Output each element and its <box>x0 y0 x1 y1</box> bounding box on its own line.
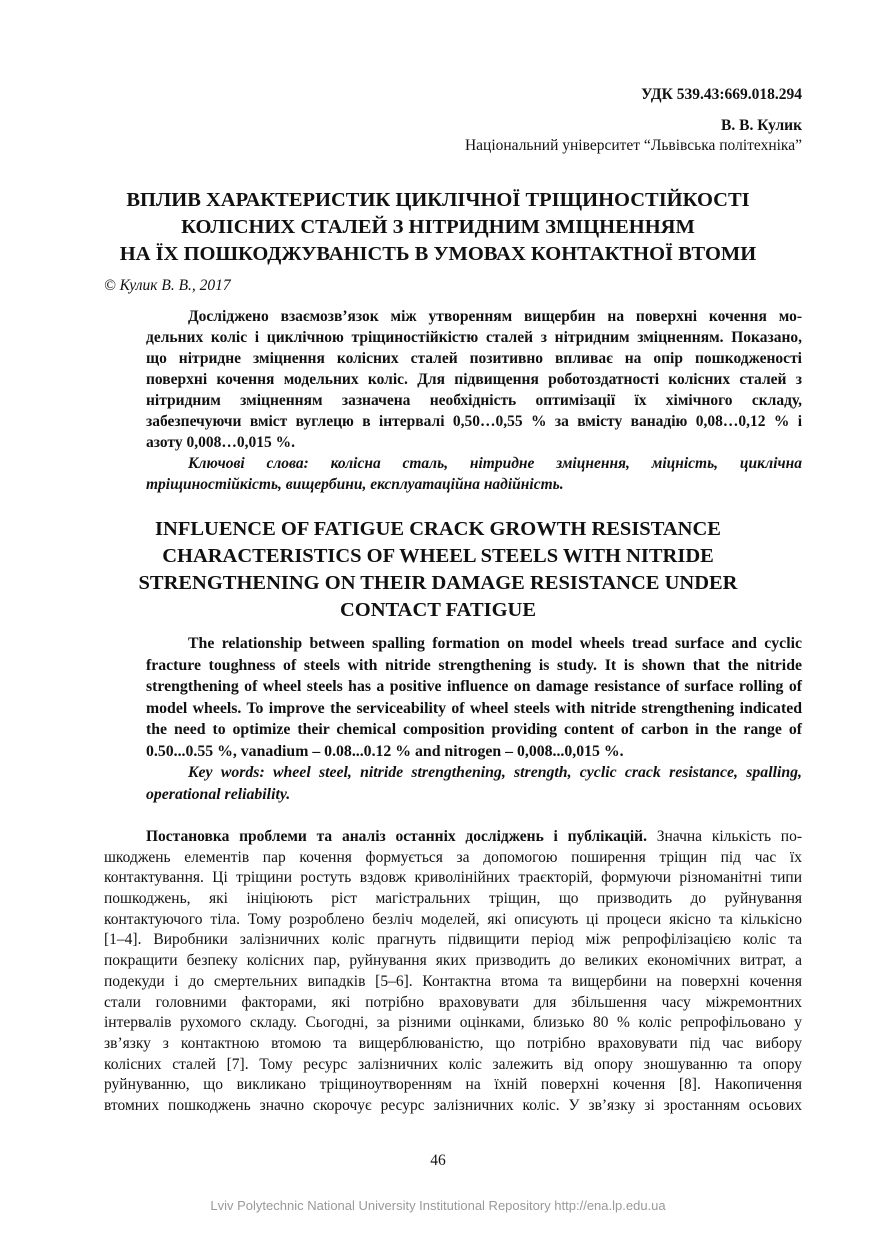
body-line: [1–4]. Виробники залізничних коліс прагнуть підвищити період між репрофілізацією коліс та <box>104 931 802 949</box>
body-line: контактуючого тіла. Тому розроблено безліч моделей, які описують ці процеси якісно та кількісно <box>104 910 802 928</box>
abstract-line: азоту 0,008…0,015 %. <box>146 434 295 451</box>
abstract-line: model wheels. To improve the serviceability of wheel steels with nitride strengthening indicated <box>146 699 802 717</box>
abstract-line: дельних коліс і циклічною тріщиностійкістю сталей з нітридним зміцненням. Показано, <box>146 329 802 346</box>
keywords-line: тріщиностійкість, вищербини, експлуатаційна надійність. <box>146 476 564 493</box>
body-line: контактування. Ці тріщини ростуть вздовж криволінійних траєкторій, формуючи різноманітні типи <box>104 869 802 887</box>
title-line: CHARACTERISTICS OF WHEEL STEELS WITH NITRIDE <box>162 545 714 567</box>
body-line: стали головними факторами, які потрібно враховувати для збільшення часу міжремонтних <box>104 993 802 1011</box>
author-affiliation: Національний університет “Львівська політехніка” <box>464 137 802 154</box>
title-line: INFLUENCE OF FATIGUE CRACK GROWTH RESISTANCE <box>155 518 721 540</box>
title-english <box>100 516 776 624</box>
abstract-line: Досліджено взаємозв’язок між утворенням вищербин на поверхні кочення мо- <box>188 308 802 325</box>
keywords-line: Ключові слова: колісна сталь, нітридне зміцнення, міцність, циклічна <box>188 455 802 472</box>
body-line: покращити безпеку колісних пар, руйнування яких призводить до великих економічних витрат, а <box>104 952 802 970</box>
abstract-line: The relationship between spalling formation on model wheels tread surface and cyclic <box>188 635 802 652</box>
page-number: 46 <box>430 1152 446 1169</box>
repository-footer: Lviv Polytechnic National University Institutional Repository http://ena.lp.edu.ua <box>210 1198 666 1213</box>
keywords-line: Key words: wheel steel, nitride strengthening, strength, cyclic crack resistance, spalling, <box>188 764 802 781</box>
title-line: STRENGTHENING ON THEIR DAMAGE RESISTANCE UNDER <box>138 572 738 594</box>
body-line <box>104 827 802 848</box>
body-line: шкоджень елементів пар кочення формується за допомогою поширення тріщин під час їх <box>104 848 802 866</box>
body-section <box>104 827 802 1117</box>
copyright: © Кулик В. В., 2017 <box>104 277 231 294</box>
body-line: втомних пошкоджень значно скорочує ресурс залізничних коліс. У зв’язку зі зростанням осьових <box>104 1096 802 1114</box>
body-text-fragment: Значна кількість по- <box>656 828 802 845</box>
abstract-line: що нітридне зміцнення колісних сталей позитивно впливає на опір пошкодженості <box>146 350 802 367</box>
title-line: НА ЇХ ПОШКОДЖУВАНІСТЬ В УМОВАХ КОНТАКТНОЇ ВТОМИ <box>119 243 757 265</box>
body-line: подекуди і до смертельних випадків [5–6]. Контактна втома та вищербини на поверхні кочення <box>104 972 802 990</box>
abstract-line: 0.50...0.55 %, vanadium – 0.08...0.12 % and nitrogen – 0,008...0,015 %. <box>146 742 624 760</box>
abstract-line: the need to optimize their chemical composition providing content of carbon in the range of <box>146 721 802 738</box>
abstract-line: fracture toughness of steels with nitride strengthening is study. It is shown that the nitride <box>146 656 802 674</box>
section-heading: Постановка проблеми та аналіз останніх досліджень і публікацій. <box>146 828 647 845</box>
body-line: інтервалів рухомого складу. Сьогодні, за різними оцінками, близько 80 % коліс репрофільовано у <box>104 1014 802 1032</box>
abstract-ukrainian <box>146 306 802 495</box>
author-name: В. В. Кулик <box>721 117 802 134</box>
abstract-line: нітридним зміцненням зазначена необхідність оптимізації їх хімічного складу, <box>146 392 802 409</box>
title-ukrainian <box>100 187 776 268</box>
abstract-line: strengthening of wheel steels has a positive influence on damage resistance of surface rolling of <box>146 678 802 695</box>
body-line: руйнуванню, що викликано тріщиноутворенням на їхній поверхні кочення [8]. Накопичення <box>104 1076 802 1094</box>
keywords-line: operational reliability. <box>146 785 291 803</box>
abstract-english <box>146 633 802 805</box>
body-line: зв’язку з контактною втомою та вищерблюваністю, що потрібно враховувати під час вибору <box>104 1034 802 1052</box>
title-line: ВПЛИВ ХАРАКТЕРИСТИК ЦИКЛІЧНОЇ ТРІЩИНОСТІЙКОСТІ <box>126 189 750 211</box>
title-line: CONTACT FATIGUE <box>339 599 537 621</box>
title-line: КОЛІСНИХ СТАЛЕЙ З НІТРИДНИМ ЗМІЦНЕННЯМ <box>181 216 695 238</box>
udc-code: УДК 539.43:669.018.294 <box>641 86 802 103</box>
abstract-line: забезпечуючи вміст вуглецю в інтервалі 0,50…0,55 % за вмісту ванадію 0,08…0,12 % і <box>146 413 802 430</box>
body-line: пошкоджень, які ініціюють ріст магістральних тріщин, що призводить до руйнування <box>104 890 802 908</box>
abstract-line: поверхні кочення модельних коліс. Для підвищення роботоздатності колісних сталей з <box>146 371 802 388</box>
body-line: колісних сталей [7]. Тому ресурс залізничних коліс залежить від опору зношуванню та опору <box>104 1055 802 1073</box>
